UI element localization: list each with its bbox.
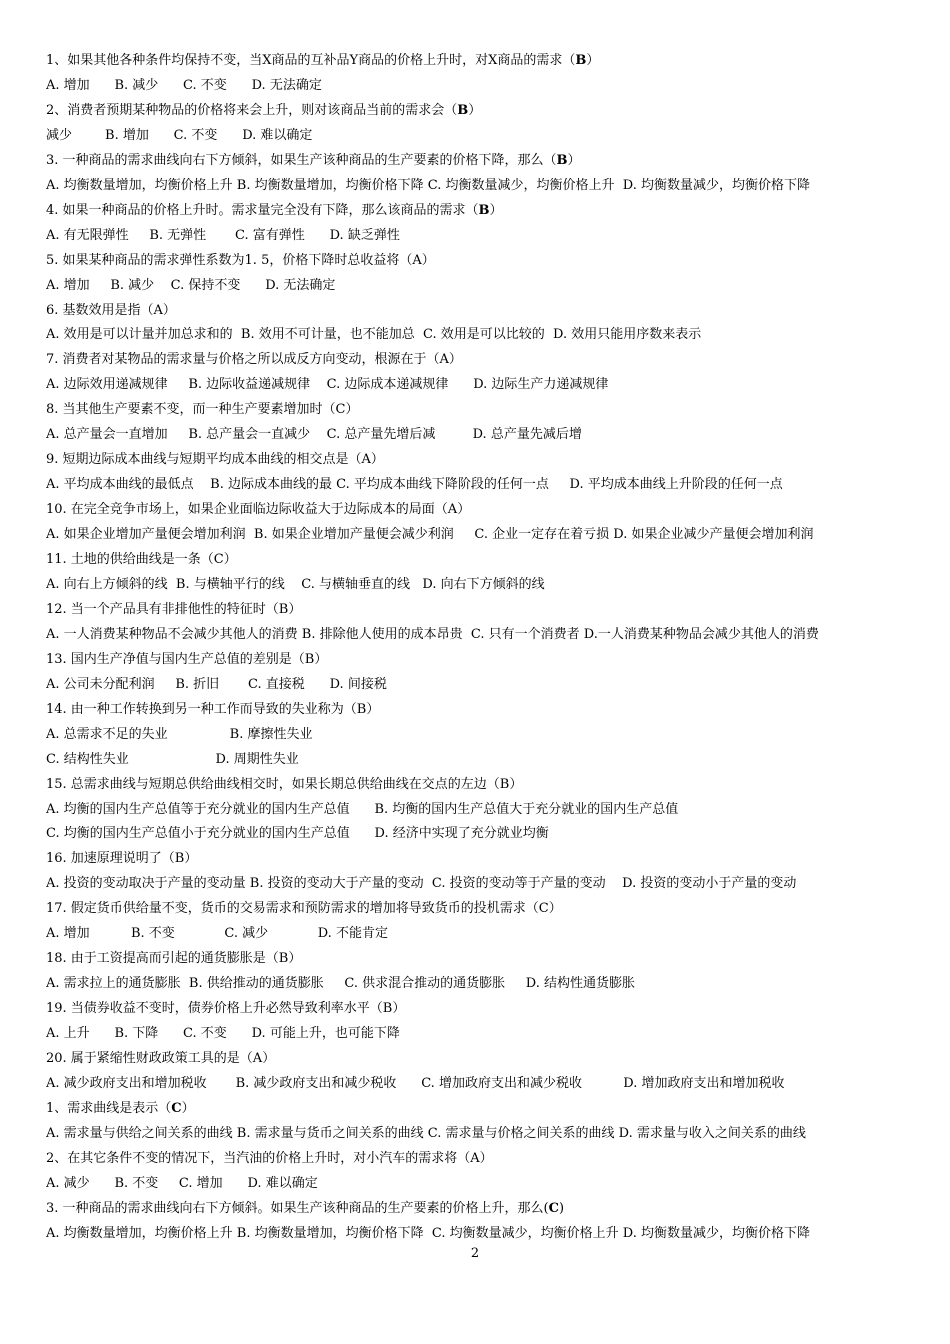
text-line (46, 298, 916, 323)
line-text: A. 公司未分配利润 B. 折旧 C. 直接税 D. 间接税 (46, 676, 387, 692)
text-line (46, 522, 916, 547)
line-text: 8. 当其他生产要素不变，而一种生产要素增加时（C） (46, 402, 359, 418)
line-text: A. 边际效用递减规律 B. 边际收益递减规律 C. 边际成本递减规律 D. 边际生产力递减规律 (46, 377, 609, 393)
text-line (46, 422, 916, 447)
line-text: A. 效用是可以计量并加总求和的 B. 效用不可计量，也不能加总 C. 效用是可以比较的 D. 效用只能用序数来表示 (46, 327, 702, 343)
text-line (46, 98, 916, 123)
text-line (46, 1021, 916, 1046)
text-line (46, 73, 916, 98)
answer-letter: C (171, 1100, 182, 1116)
line-text: A. 增加 B. 减少 C. 不变 D. 无法确定 (46, 77, 322, 93)
line-text: A. 增加 B. 不变 C. 减少 D. 不能肯定 (46, 926, 388, 942)
text-line (46, 48, 916, 73)
line-text: 4. 如果一种商品的价格上升时。需求量完全没有下降，那么该商品的需求（ (46, 202, 479, 218)
line-tail: ） (468, 102, 482, 118)
line-text: 12. 当一个产品具有非排他性的特征时（B） (46, 601, 302, 617)
line-text: A. 有无限弹性 B. 无弹性 C. 富有弹性 D. 缺乏弹性 (46, 227, 400, 243)
line-text: A. 均衡的国内生产总值等于充分就业的国内生产总值 B. 均衡的国内生产总值大于充分就业的国内生产总值 (46, 801, 679, 817)
text-line (46, 797, 916, 822)
line-text: A. 平均成本曲线的最低点 B. 边际成本曲线的最 C. 平均成本曲线下降阶段的任何一点 D. 平均成本曲线上升阶段的任何一点 (46, 477, 783, 493)
line-text: 20. 属于紧缩性财政政策工具的是（A） (46, 1051, 276, 1066)
line-text: A. 向右上方倾斜的线 B. 与横轴平行的线 C. 与横轴垂直的线 D. 向右下方倾斜的线 (46, 576, 545, 592)
text-line (46, 647, 916, 672)
text-line (46, 722, 916, 747)
page-number: 2 (470, 1246, 480, 1261)
text-line (46, 772, 916, 797)
line-text: A. 投资的变动取决于产量的变动量 B. 投资的变动大于产量的变动 C. 投资的变动等于产量的变动 D. 投资的变动小于产量的变动 (46, 876, 797, 892)
line-text: 5. 如果某种商品的需求弹性系数为1. 5，价格下降时总收益将（A） (46, 252, 435, 268)
line-text: A. 需求量与供给之间关系的曲线 B. 需求量与货币之间关系的曲线 C. 需求量与价格之间关系的曲线 D. 需求量与收入之间关系的曲线 (46, 1125, 806, 1141)
text-line (46, 1121, 916, 1146)
line-text: 6. 基数效用是指（A） (46, 302, 176, 318)
text-line (46, 946, 916, 971)
text-line (46, 896, 916, 921)
text-line (46, 971, 916, 996)
line-tail: ) (558, 1200, 565, 1216)
text-line (46, 347, 916, 372)
answer-letter: B (457, 102, 469, 118)
text-line (46, 846, 916, 871)
line-tail: ） (489, 202, 503, 218)
text-line (46, 273, 916, 298)
text-line (46, 672, 916, 697)
line-text: 9. 短期边际成本曲线与短期平均成本曲线的相交点是（A） (46, 452, 384, 468)
text-line (46, 747, 916, 772)
line-tail: ） (181, 1100, 195, 1116)
text-line (46, 447, 916, 472)
line-text: C. 结构性失业 D. 周期性失业 (46, 751, 299, 767)
text-line (46, 397, 916, 422)
text-line (46, 472, 916, 497)
text-line (46, 248, 916, 273)
line-text: A. 减少 B. 不变 C. 增加 D. 难以确定 (46, 1175, 318, 1191)
text-line (46, 871, 916, 896)
answer-letter: B (556, 152, 568, 168)
text-line (46, 322, 916, 347)
answer-letter: B (478, 202, 490, 218)
line-text: C. 均衡的国内生产总值小于充分就业的国内生产总值 D. 经济中实现了充分就业均衡 (46, 826, 549, 842)
text-line (46, 597, 916, 622)
line-text: 15. 总需求曲线与短期总供给曲线相交时，如果长期总供给曲线在交点的左边（B） (46, 776, 523, 792)
line-tail: ） (586, 53, 600, 68)
answer-letter: C (548, 1200, 559, 1216)
line-text: A. 需求拉上的通货膨胀 B. 供给推动的通货膨胀 C. 供求混合推动的通货膨胀 D. 结构性通货膨胀 (46, 976, 636, 992)
text-line (46, 372, 916, 397)
text-line (46, 497, 916, 522)
line-text: A. 均衡数量增加，均衡价格上升 B. 均衡数量增加，均衡价格下降 C. 均衡数量减少，均衡价格上升 D. 均衡数量减少，均衡价格下降 (46, 1225, 810, 1241)
text-line (46, 1196, 916, 1221)
line-text: 16. 加速原理说明了（B） (46, 851, 198, 867)
line-text: 19. 当债券收益不变时，债券价格上升必然导致利率水平（B） (46, 1001, 406, 1017)
text-line (46, 223, 916, 248)
text-line (46, 1046, 916, 1071)
line-text: A. 增加 B. 减少 C. 保持不变 D. 无法确定 (46, 277, 336, 293)
line-text: 1、如果其他各种条件均保持不变，当X商品的互补品Y商品的价格上升时，对X商品的需求（ (46, 53, 576, 68)
text-line (46, 921, 916, 946)
text-line (46, 1146, 916, 1171)
line-text: A. 减少政府支出和增加税收 B. 减少政府支出和减少税收 C. 增加政府支出和减少税收 D. 增加政府支出和增加税收 (46, 1075, 785, 1091)
text-line (46, 198, 916, 223)
line-text: A. 总需求不足的失业 B. 摩擦性失业 (46, 726, 313, 742)
text-line (46, 996, 916, 1021)
text-line (46, 547, 916, 572)
line-text: 7. 消费者对某物品的需求量与价格之所以成反方向变动，根源在于（A） (46, 352, 462, 368)
text-line (46, 173, 916, 198)
text-line (46, 1221, 916, 1246)
text-line (46, 1096, 916, 1121)
text-line (46, 622, 916, 647)
line-text: 10. 在完全竞争市场上，如果企业面临边际收益大于边际成本的局面（A） (46, 502, 471, 518)
line-text: 13. 国内生产净值与国内生产总值的差别是（B） (46, 651, 328, 667)
line-text: A. 总产量会一直增加 B. 总产量会一直减少 C. 总产量先增后减 D. 总产量先减后增 (46, 427, 582, 443)
line-text: 18. 由于工资提高而引起的通货膨胀是（B） (46, 951, 302, 967)
line-text: 1、需求曲线是表示（ (46, 1100, 172, 1116)
line-text: 3. 一种商品的需求曲线向右下方倾斜。如果生产该种商品的生产要素的价格上升，那么( (46, 1200, 549, 1216)
text-line (46, 821, 916, 846)
text-line (46, 123, 916, 148)
line-text: 17. 假定货币供给量不变，货币的交易需求和预防需求的增加将导致货币的投机需求（C） (46, 901, 562, 917)
line-text: 11. 土地的供给曲线是一条（C） (46, 552, 237, 567)
text-line (46, 572, 916, 597)
line-text: 14. 由一种工作转换到另一种工作而导致的失业称为（B） (46, 701, 380, 717)
line-text: A. 上升 B. 下降 C. 不变 D. 可能上升，也可能下降 (46, 1026, 400, 1042)
text-line (46, 148, 916, 173)
text-line (46, 1071, 916, 1096)
line-text: 2、在其它条件不变的情况下，当汽油的价格上升时，对小汽车的需求将（A） (46, 1150, 493, 1166)
line-text: 2、消费者预期某种物品的价格将来会上升，则对该商品当前的需求会（ (46, 102, 458, 118)
line-tail: ） (567, 152, 581, 168)
text-line (46, 1171, 916, 1196)
line-text: 减少 B. 增加 C. 不变 D. 难以确定 (46, 127, 313, 143)
line-text: A. 一人消费某种物品不会减少其他人的消费 B. 排除他人使用的成本昂贵 C. 只有一个消费者 D.一人消费某种物品会减少其他人的消费 (46, 626, 819, 642)
line-text: A. 如果企业增加产量便会增加利润 B. 如果企业增加产量便会减少利润 C. 企业一定存在着亏损 D. 如果企业减少产量便会增加利润 (46, 527, 814, 543)
text-line (46, 697, 916, 722)
answer-letter: B (575, 53, 587, 68)
line-text: A. 均衡数量增加，均衡价格上升 B. 均衡数量增加，均衡价格下降 C. 均衡数量减少，均衡价格上升 D. 均衡数量减少，均衡价格下降 (46, 177, 810, 193)
line-text: 3. 一种商品的需求曲线向右下方倾斜，如果生产该种商品的生产要素的价格下降，那么（ (46, 152, 557, 168)
